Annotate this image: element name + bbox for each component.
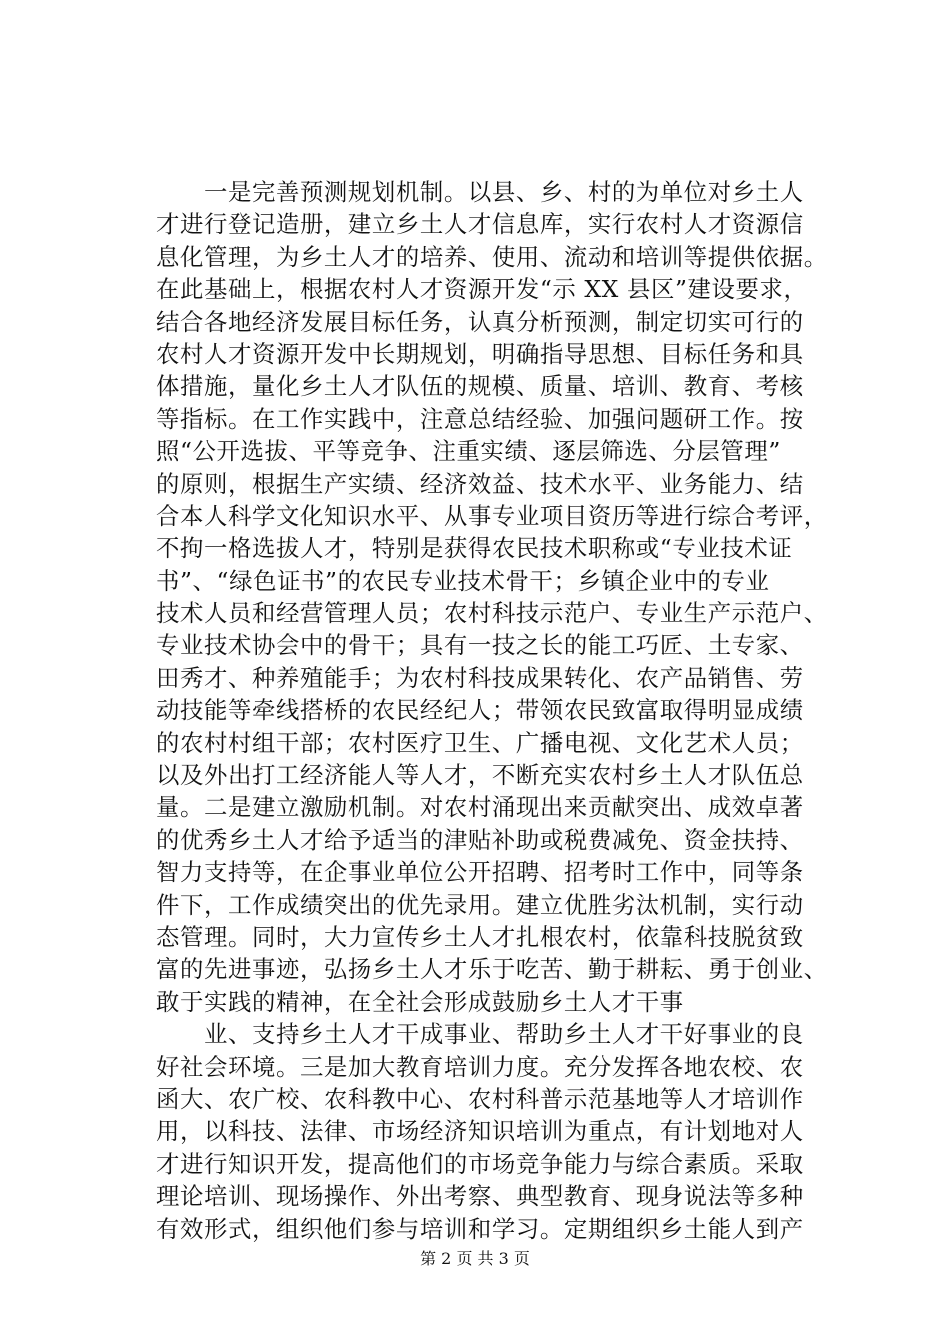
text-line: 息化管理，为乡土人才的培养、使用、流动和培训等提供依据。 [156,242,828,271]
text-line: 件下，工作成绩突出的优先录用。建立优胜劣汰机制，实行动 [156,890,804,919]
body-text [156,176,836,1245]
text-line: 的优秀乡土人才给予适当的津贴补助或税费减免、资金扶持、 [156,825,804,854]
text-line: 在此基础上，根据农村人才资源开发“示 XX 县区”建设要求， [156,275,808,304]
text-line: 态管理。同时，大力宣传乡土人才扎根农村，依靠科技脱贫致 [156,922,804,951]
text-line: 合本人科学文化知识水平、从事专业项目资历等进行综合考评， [156,501,828,530]
text-line: 量。二是建立激励机制。对农村涌现出来贡献突出、成效卓著 [156,793,804,822]
text-line: 体措施，量化乡土人才队伍的规模、质量、培训、教育、考核 [156,372,804,401]
text-line: 函大、农广校、农科教中心、农村科普示范基地等人才培训作 [156,1084,804,1113]
text-line: 敢于实践的精神，在全社会形成鼓励乡土人才干事 [156,987,684,1016]
text-line: 农村人才资源开发中长期规划，明确指导思想、目标任务和具 [156,339,804,368]
text-line: 照“公开选拔、平等竞争、注重实绩、逐层筛选、分层管理” [156,437,781,466]
text-line: 书”、“绿色证书”的农民专业技术骨干；乡镇企业中的专业 [156,566,770,595]
text-line: 的农村村组干部；农村医疗卫生、广播电视、文化艺术人员； [156,728,804,757]
text-line: 业、支持乡土人才干成事业、帮助乡土人才干好事业的良 [156,1020,804,1049]
text-line: 田秀才、种养殖能手；为农村科技成果转化、农产品销售、劳 [156,663,804,692]
text-line: 才进行知识开发，提高他们的市场竞争能力与综合素质。采取 [156,1149,804,1178]
text-line: 好社会环境。三是加大教育培训力度。充分发挥各地农校、农 [156,1052,804,1081]
text-line: 有效形式，组织他们参与培训和学习。定期组织乡土能人到产 [156,1214,804,1243]
page-footer: 第 2 页 共 3 页 [420,1249,530,1268]
text-line: 智力支持等，在企事业单位公开招聘、招考时工作中，同等条 [156,858,804,887]
text-line: 理论培训、现场操作、外出考察、典型教育、现身说法等多种 [156,1182,804,1211]
text-line: 富的先进事迹，弘扬乡土人才乐于吃苦、勤于耕耘、勇于创业、 [156,955,828,984]
text-line: 以及外出打工经济能人等人才，不断充实农村乡土人才队伍总 [156,761,804,790]
text-line: 才进行登记造册，建立乡土人才信息库，实行农村人才资源信 [156,210,804,239]
text-line: 结合各地经济发展目标任务，认真分析预测，制定切实可行的 [156,307,804,336]
text-line: 一是完善预测规划机制。以县、乡、村的为单位对乡土人 [156,178,804,206]
text-line: 等指标。在工作实践中，注意总结经验、加强问题研工作。按 [156,404,804,433]
text-line: 不拘一格选拔人才，特别是获得农民技术职称或“专业技术证 [156,534,793,563]
text-line: 动技能等牵线搭桥的农民经纪人；带领农民致富取得明显成绩 [156,696,804,725]
text-line: 的原则，根据生产实绩、经济效益、技术水平、业务能力、结 [156,469,804,498]
text-line: 专业技术协会中的骨干；具有一技之长的能工巧匠、土专家、 [156,631,804,660]
text-line: 用，以科技、法律、市场经济知识培训为重点，有计划地对人 [156,1117,804,1146]
text-line: 技术人员和经营管理人员；农村科技示范户、专业生产示范户、 [156,599,828,628]
